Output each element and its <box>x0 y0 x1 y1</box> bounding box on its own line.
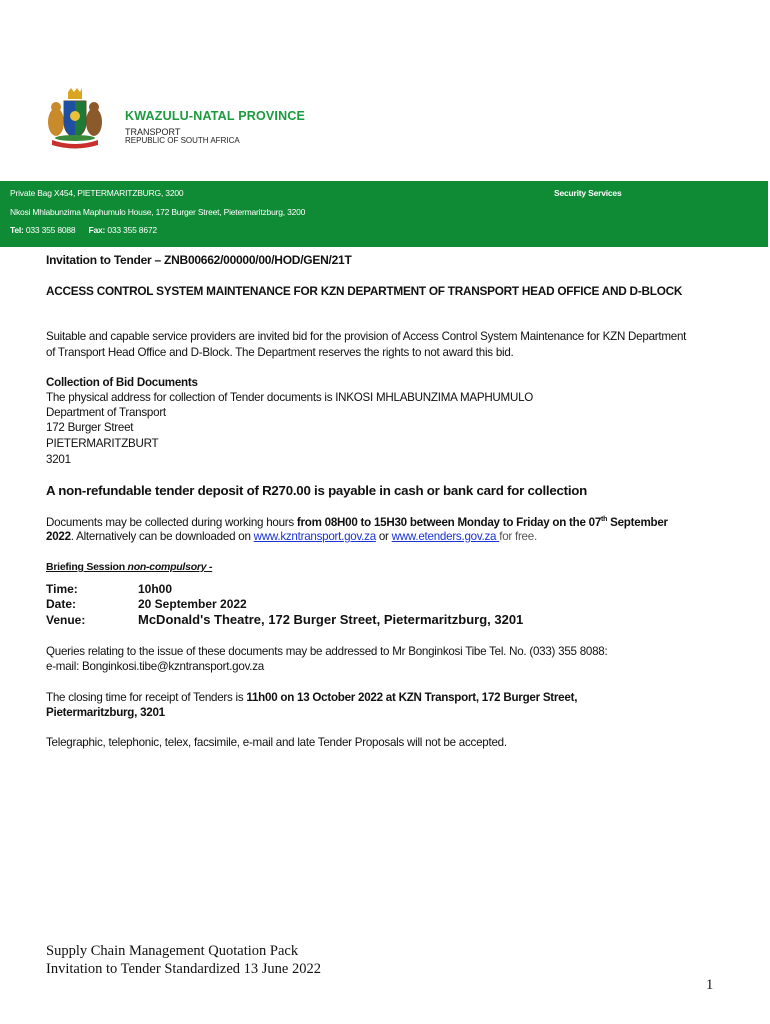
queries-line-2: e-mail: Bonginkosi.tibe@kzntransport.gov.za <box>46 660 264 673</box>
venue-value: McDonald's Theatre, 172 Burger Street, Pietermaritzburg, 3201 <box>138 612 524 627</box>
coat-of-arms-icon <box>44 88 106 152</box>
street-address: Nkosi Mhlabunzima Maphumulo House, 172 Burger Street, Pietermaritzburg, 3200 <box>10 207 306 217</box>
briefing-heading-b: non-compulsory - <box>127 561 213 573</box>
collection-line-3: 172 Burger Street <box>46 421 134 434</box>
fax-number: 033 355 8672 <box>107 225 157 235</box>
province-name: KWAZULU-NATAL PROVINCE <box>125 109 306 123</box>
unit-name: Security Services <box>554 188 622 198</box>
department-name: TRANSPORT <box>125 127 181 137</box>
closing-text-b: 11h00 on 13 October 2022 at KZN Transport, 172 Burger Street, <box>246 691 578 704</box>
documents-month: September <box>607 516 668 529</box>
postal-address: Private Bag X454, PIETERMARITZBURG, 3200 <box>10 188 184 198</box>
address-band <box>0 181 768 247</box>
documents-line-2 <box>46 530 537 543</box>
documents-text-e: . Alternatively can be downloaded on <box>70 530 254 543</box>
etenders-link[interactable]: www.etenders.gov.za <box>391 530 500 543</box>
date-value: 20 September 2022 <box>138 597 247 611</box>
date-label: Date: <box>46 597 77 611</box>
documents-sup: th <box>601 516 608 524</box>
closing-line-2: Pietermaritzburg, 3201 <box>46 706 165 719</box>
documents-line-1 <box>46 516 668 529</box>
footer-line-1: Supply Chain Management Quotation Pack <box>46 943 299 959</box>
collection-heading: Collection of Bid Documents <box>46 376 198 389</box>
collection-line-4: PIETERMARITZBURT <box>46 437 159 450</box>
late-submission-notice: Telegraphic, telephonic, telex, facsimile, e-mail and late Tender Proposals will not be accepted. <box>46 736 507 749</box>
closing-line-1 <box>46 691 577 704</box>
intro-line-1: Suitable and capable service providers are invited bid for the provision of Access Control System Maintenance for KZN Department <box>46 330 687 343</box>
tel-label: Tel: <box>10 225 24 235</box>
time-label: Time: <box>46 582 78 596</box>
briefing-heading-a: Briefing Session <box>46 561 128 573</box>
tel-number: 033 355 8088 <box>25 225 76 235</box>
documents-hours: from 08H00 to 15H30 between Monday to Friday on the 07 <box>296 516 602 529</box>
intro-line-2: of Transport Head Office and D-Block. The Department reserves the rights to not award this bid. <box>46 346 514 359</box>
queries-line-1: Queries relating to the issue of these documents may be addressed to Mr Bonginkosi Tibe Tel. No. (033) 355 8088: <box>46 645 608 658</box>
tender-reference: Invitation to Tender – ZNB00662/00000/00/HOD/GEN/21T <box>46 253 352 267</box>
documents-text-a: Documents may be collected during working hours <box>46 516 297 529</box>
closing-text-a: The closing time for receipt of Tenders is <box>46 691 247 704</box>
fax-label: Fax: <box>88 225 106 235</box>
time-value: 10h00 <box>138 582 173 596</box>
kzntransport-link[interactable]: www.kzntransport.gov.za <box>253 530 376 543</box>
collection-line-1: The physical address for collection of Tender documents is INKOSI MHLABUNZIMA MAPHUMULO <box>46 391 534 404</box>
documents-year: 2022 <box>46 530 71 543</box>
collection-line-2: Department of Transport <box>46 406 166 419</box>
contact-numbers <box>10 225 157 235</box>
page-number: 1 <box>706 977 714 993</box>
briefing-heading <box>46 561 212 573</box>
documents-text-g: for free. <box>499 530 537 543</box>
footer-line-2: Invitation to Tender Standardized 13 June 2022 <box>46 961 321 977</box>
venue-label: Venue: <box>46 613 86 627</box>
deposit-notice: A non-refundable tender deposit of R270.00 is payable in cash or bank card for collection <box>46 483 588 498</box>
tender-title: ACCESS CONTROL SYSTEM MAINTENANCE FOR KZN DEPARTMENT OF TRANSPORT HEAD OFFICE AND D-BLOCK <box>46 284 683 298</box>
collection-line-5: 3201 <box>46 453 71 466</box>
documents-text-f: or <box>375 530 392 543</box>
country-name: REPUBLIC OF SOUTH AFRICA <box>125 136 240 145</box>
